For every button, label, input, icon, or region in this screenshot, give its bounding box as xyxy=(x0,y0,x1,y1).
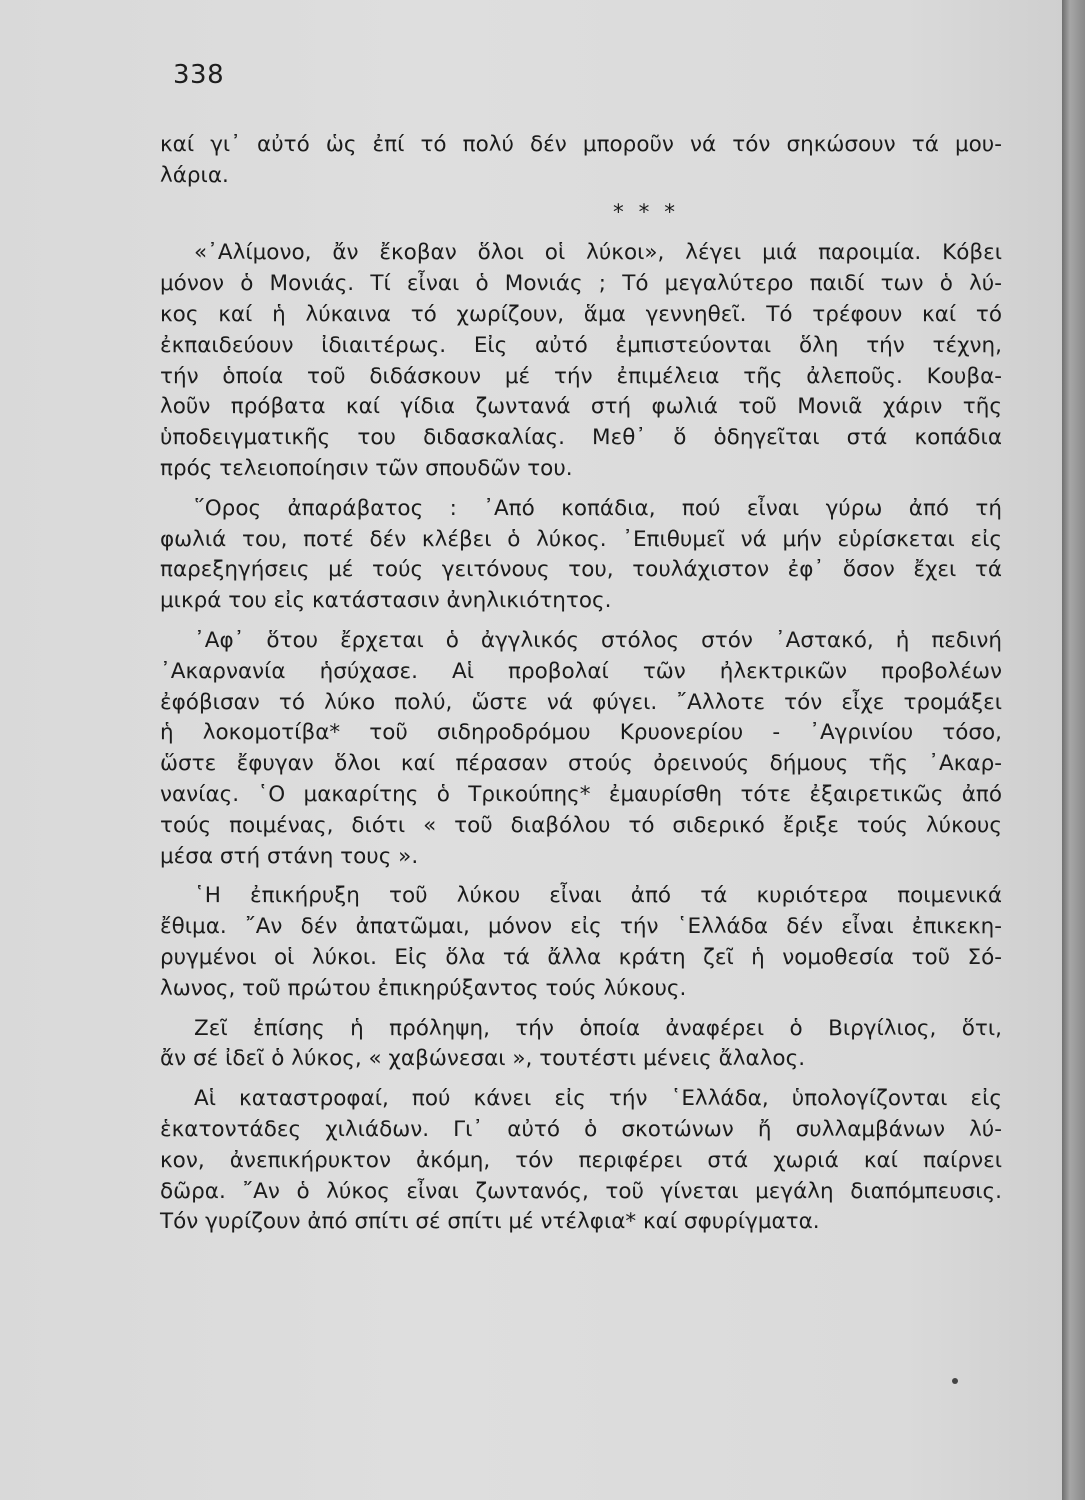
paragraph xyxy=(160,1084,1002,1238)
text-line: παρεξηγήσεις μέ τούς γειτόνους του, τουλάχιστον ἐφ᾽ ὅσον ἔχει τά xyxy=(160,557,1002,583)
text-line: τούς ποιμένας, διότι « τοῦ διαβόλου τό σιδερικό ἔριξε τούς λύκους xyxy=(160,812,1002,838)
paragraph xyxy=(160,238,1002,484)
text-line: ὥστε ἔφυγαν ὅλοι καί πέρασαν στούς ὀρεινούς δήμους τῆς ᾽Ακαρ- xyxy=(160,751,1002,777)
text-line: μόνον ὁ Μονιάς. Τί εἶναι ὁ Μονιάς ; Τό μεγαλύτερο παιδί των ὁ λύ- xyxy=(160,271,1002,297)
text-line: ὑποδειγματικῆς του διδασκαλίας. Μεθ᾽ ὅ ὁδηγεῖται στά κοπάδια xyxy=(160,425,1002,451)
text-line: δῶρα. ῎Αν ὁ λύκος εἶναι ζωντανός, τοῦ γίνεται μεγάλη διαπόμπευσις. xyxy=(160,1178,1002,1204)
page-edge xyxy=(1062,0,1085,1500)
text-line: νανίας. ῾Ο μακαρίτης ὁ Τρικούπης* ἐμαυρίσθη τότε ἐξαιρετικῶς ἀπό xyxy=(160,781,1002,807)
text-line: «᾽Αλίμονο, ἄν ἔκοβαν ὅλοι οἱ λύκοι», λέγει μιά παροιμία. Κόβει xyxy=(194,240,1002,266)
text-line: λωνος, τοῦ πρώτου ἐπικηρύξαντος τούς λύκους. xyxy=(160,975,687,1001)
text-line: ᾽Αφ᾽ ὅτου ἔρχεται ὁ ἀγγλικός στόλος στόν ᾽Αστακό, ἡ πεδινή xyxy=(194,627,1002,653)
text-line: ἑκατοντάδες χιλιάδων. Γι᾽ αὐτό ὁ σκοτώνων ἤ συλλαμβάνων λύ- xyxy=(160,1116,1002,1142)
paragraph-gap xyxy=(160,617,1002,626)
paragraph-gap xyxy=(160,872,1002,881)
text-line: ᾽Ακαρνανία ἡσύχασε. Αἱ προβολαί τῶν ἠλεκτρικῶν προβολέων xyxy=(160,658,1002,684)
text-line: μέσα στή στάνη τους ». xyxy=(160,843,419,869)
text-line: τήν ὁποία τοῦ διδάσκουν μέ τήν ἐπιμέλεια τῆς ἀλεποῦς. Κουβα- xyxy=(160,363,1002,389)
text-line: λοῦν πρόβατα καί γίδια ζωντανά στή φωλιά τοῦ Μονιᾶ χάριν τῆς xyxy=(160,394,1002,420)
text-line: πρός τελειοποίησιν τῶν σπουδῶν του. xyxy=(160,455,573,481)
text-line: κος καί ἡ λύκαινα τό χωρίζουν, ἅμα γεννηθεῖ. Τό τρέφουν καί τό xyxy=(160,301,1002,327)
paragraph xyxy=(160,626,1002,872)
text-line: λάρια. xyxy=(160,162,229,188)
section-separator: * * * xyxy=(613,199,679,225)
text-line: ἐφόβισαν τό λύκο πολύ, ὥστε νά φύγει. ῎Αλλοτε τόν εἶχε τρομάξει xyxy=(160,689,1002,715)
text-line: καί γι᾽ αὐτό ὡς ἐπί τό πολύ δέν μποροῦν νά τόν σηκώσουν τά μου- xyxy=(160,132,1002,157)
paragraph-gap xyxy=(160,485,1002,494)
text-line: ῞Ορος ἀπαράβατος : ᾽Από κοπάδια, πού εἶναι γύρω ἀπό τή xyxy=(194,495,1002,521)
paragraph xyxy=(160,1014,1002,1076)
body-text xyxy=(160,130,1002,1238)
text-line: κον, ἀνεπικήρυκτον ἀκόμη, τόν περιφέρει στά χωριά καί παίρνει xyxy=(160,1147,1002,1173)
text-line: ἔθιμα. ῎Αν δέν ἀπατῶμαι, μόνον εἰς τήν ῾Ελλάδα δέν εἶναι ἐπικεκη- xyxy=(160,914,1002,940)
text-line: Αἱ καταστροφαί, πού κάνει εἰς τήν ῾Ελλάδα, ὑπολογίζονται εἰς xyxy=(194,1086,1002,1112)
text-line: μικρά του εἰς κατάστασιν ἀνηλικιότητος. xyxy=(160,588,612,614)
text-line: ἄν σέ ἰδεῖ ὁ λύκος, « χαβώνεσαι », τουτέστι μένεις ἄλαλος. xyxy=(160,1046,806,1072)
text-line: Ζεῖ ἐπίσης ἡ πρόληψη, τήν ὁποία ἀναφέρει ὁ Βιργίλιος, ὅτι, xyxy=(194,1015,1002,1041)
paragraph xyxy=(160,130,1002,192)
paragraph-gap xyxy=(160,1005,1002,1014)
paragraph xyxy=(160,494,1002,617)
text-line: ἡ λοκομοτίβα* τοῦ σιδηροδρόμου Κρυονερίου - ᾽Αγρινίου τόσο, xyxy=(160,720,1002,746)
paragraph xyxy=(160,881,1002,1004)
ink-dot xyxy=(952,1378,958,1384)
text-line: Τόν γυρίζουν ἀπό σπίτι σέ σπίτι μέ ντέλφια* καί σφυρίγματα. xyxy=(160,1209,820,1235)
paragraph-gap xyxy=(160,1075,1002,1084)
text-line: ἐκπαιδεύουν ἰδιαιτέρως. Εἰς αὐτό ἐμπιστεύονται ὅλη τήν τέχνη, xyxy=(160,332,1002,358)
text-line: ῾Η ἐπικήρυξη τοῦ λύκου εἶναι ἀπό τά κυριότερα ποιμενικά xyxy=(194,883,1002,909)
page-number: 338 xyxy=(173,60,225,90)
text-line: ρυγμένοι οἱ λύκοι. Εἰς ὅλα τά ἄλλα κράτη ζεῖ ἡ νομοθεσία τοῦ Σό- xyxy=(160,944,1002,970)
text-line: φωλιά του, ποτέ δέν κλέβει ὁ λύκος. ᾽Επιθυμεῖ νά μήν εὑρίσκεται εἰς xyxy=(160,526,1002,552)
